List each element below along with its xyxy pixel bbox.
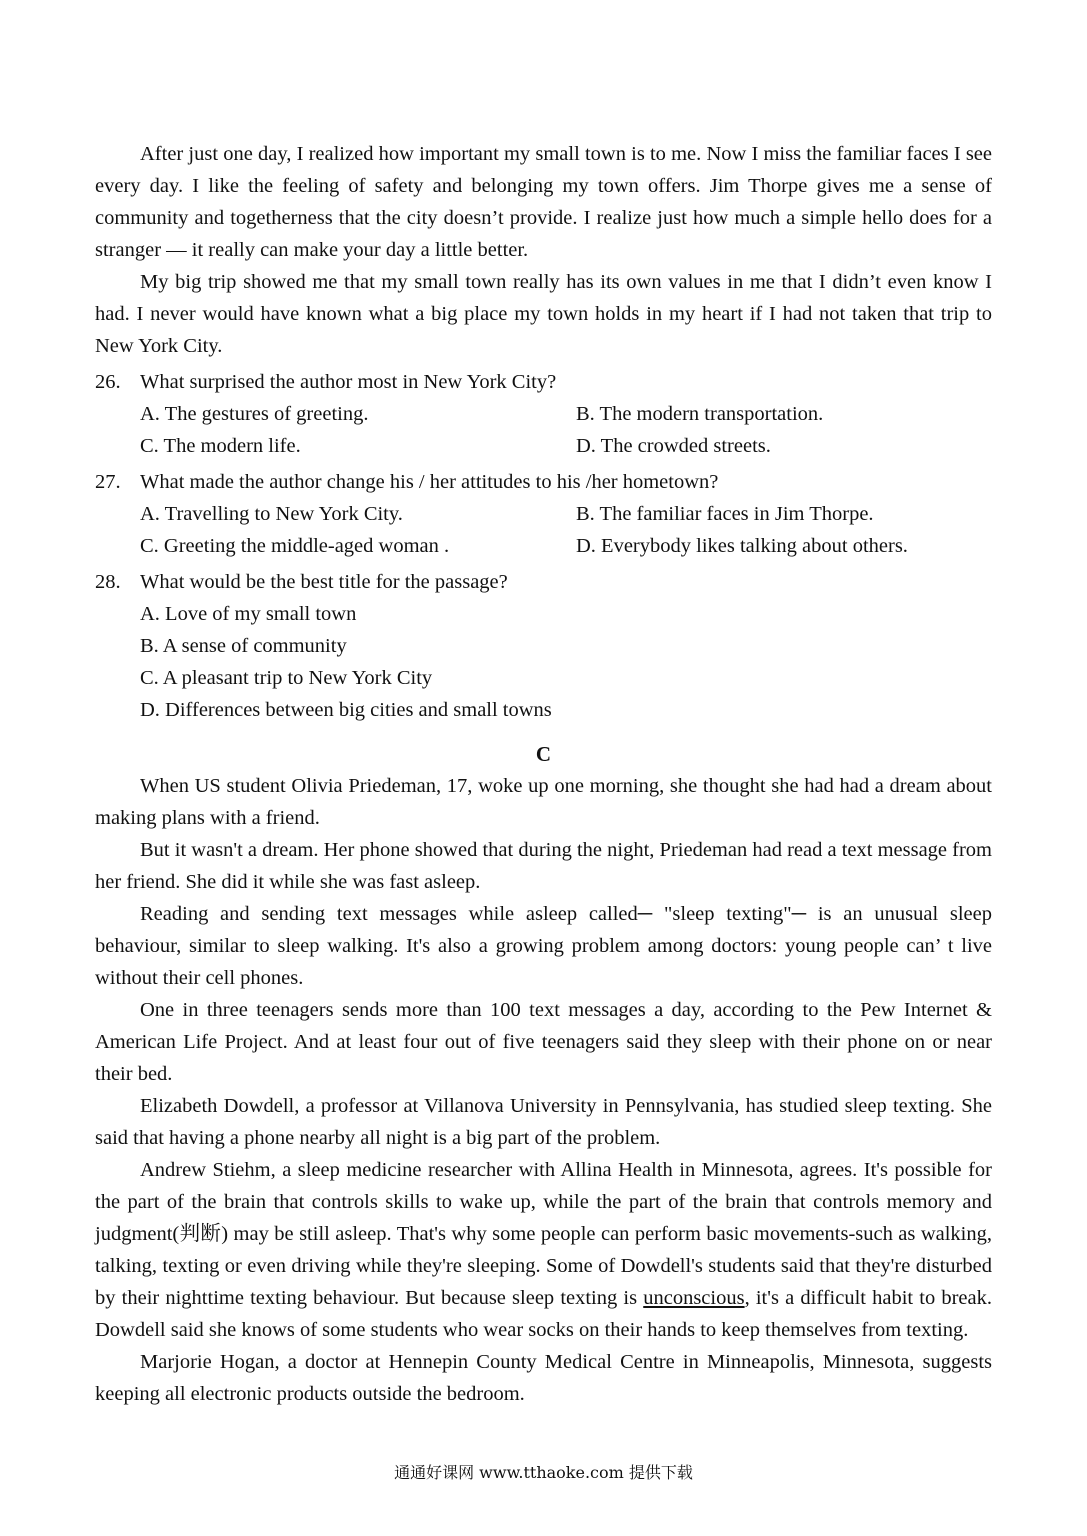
option-a: A. Travelling to New York City. (140, 503, 403, 525)
option-c: C. Greeting the middle-aged woman . (140, 535, 450, 557)
option-b: B. A sense of community (140, 635, 347, 657)
question-26 (95, 366, 992, 398)
option-d: D. The crowded streets. (576, 435, 771, 457)
document-page (95, 138, 992, 1410)
passage-paragraph: Marjorie Hogan, a doctor at Hennepin County Medical Centre in Minneapolis, Minnesota, suggests keeping all electronic products outside the bedroom. (95, 1351, 992, 1405)
question-26-options (140, 398, 992, 462)
question-text: What made the author change his / her attitudes to his /her hometown? (140, 471, 719, 493)
passage-paragraph: Elizabeth Dowdell, a professor at Villanova University in Pennsylvania, has studied sleep texting. She said that having a phone nearby all night is a big part of the problem. (95, 1095, 992, 1149)
passage-paragraph: When US student Olivia Priedeman, 17, woke up one morning, she thought she had had a dream about making plans with a friend. (95, 775, 992, 829)
question-text: What surprised the author most in New York City? (140, 371, 557, 393)
underlined-word: unconscious (643, 1287, 745, 1309)
question-number: 27. (95, 471, 121, 493)
page-footer: 通通好课网 www.tthaoke.com 提供下载 (394, 1463, 693, 1482)
passage-paragraph: My big trip showed me that my small town really has its own values in me that I didn’t even know I had. I never would have known what a big place my town holds in my heart if I had not taken that trip to New York City. (95, 271, 992, 357)
option-c: C. A pleasant trip to New York City (140, 667, 433, 689)
passage-paragraph: Reading and sending text messages while asleep called─ "sleep texting"─ is an unusual sleep behaviour, similar to sleep walking. It's also a growing problem among doctors: young people can’ t live without their cell phones. (95, 903, 992, 989)
passage-paragraph: After just one day, I realized how important my small town is to me. Now I miss the familiar faces I see every day. I like the feeling of safety and belonging my town offers. Jim Thorpe gives me a sense of community and togetherness that the city doesn’t provide. I realize just how much a simple hello does for a stranger — it really can make your day a little better. (95, 143, 992, 261)
option-a: A. Love of my small town (140, 603, 357, 625)
question-text: What would be the best title for the passage? (140, 571, 508, 593)
option-a: A. The gestures of greeting. (140, 403, 369, 425)
question-27 (95, 466, 992, 498)
paragraph-text: Andrew Stiehm, a sleep medicine researcher with Allina Health in Minnesota, agrees. It's possible for the part of the brain that controls skills to wake up, while the part of the brain that controls memory and judgment(判断) may be still asleep. That's why some people can perform basic movements-such as walking, talking, texting or even driving while they're sleeping. Some of Dowdell's students said that they're disturbed by their nighttime texting behaviour. But because sleep texting is (95, 1159, 992, 1309)
question-28 (95, 566, 992, 598)
option-b: B. The familiar faces in Jim Thorpe. (576, 503, 874, 525)
passage-paragraph: But it wasn't a dream. Her phone showed that during the night, Priedeman had read a text message from her friend. She did it while she was fast asleep. (95, 839, 992, 893)
option-b: B. The modern transportation. (576, 403, 824, 425)
passage-paragraph: One in three teenagers sends more than 100 text messages a day, according to the Pew Internet & American Life Project. And at least four out of five teenagers said they sleep with their phone on or near their bed. (95, 999, 992, 1085)
question-28-options (140, 598, 992, 726)
option-c: C. The modern life. (140, 435, 301, 457)
option-d: D. Differences between big cities and small towns (140, 699, 552, 721)
section-heading: C (535, 742, 552, 766)
passage-paragraph (95, 1154, 992, 1346)
question-number: 28. (95, 571, 121, 593)
question-27-options (140, 498, 992, 562)
question-number: 26. (95, 371, 121, 393)
paragraph-text: , it's a difficult habit to break. Dowdell said she knows of some students who wear socks on their hands to keep themselves from texting. (95, 1287, 993, 1341)
option-d: D. Everybody likes talking about others. (576, 535, 908, 557)
